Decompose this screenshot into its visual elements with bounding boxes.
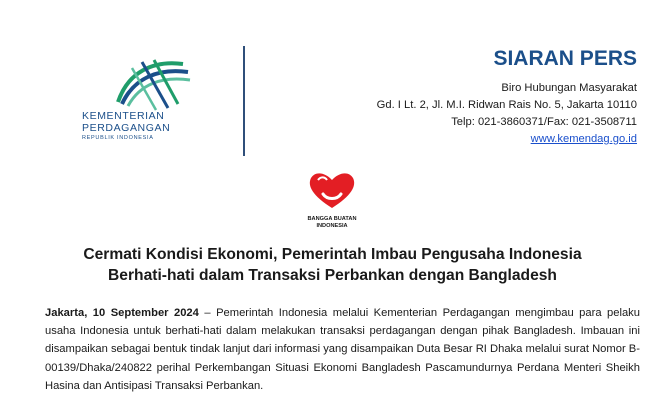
logo-line-2: PERDAGANGAN	[82, 122, 171, 134]
campaign-line-1: BANGGA BUATAN	[307, 216, 357, 222]
headline-line-1: Cermati Kondisi Ekonomi, Pemerintah Imbau Pengusaha Indonesia	[83, 246, 582, 263]
watermark-icon	[580, 352, 650, 382]
dateline: Jakarta, 10 September 2024	[45, 307, 199, 319]
header-divider	[243, 46, 245, 156]
document-type-title: SIARAN PERS	[493, 47, 637, 70]
phone-fax: Telp: 021-3860371/Fax: 021-3508711	[451, 116, 637, 128]
website-link[interactable]: www.kemendag.go.id	[530, 133, 637, 145]
header-info	[257, 46, 637, 148]
body-paragraph	[45, 304, 640, 395]
body-text: – Pemerintah Indonesia melalui Kementerian Perdagangan mengimbau para pelaku usaha Indonesia untuk berhati-hati dalam melakukan transaksi perdagangan dengan pihak Bangladesh. Imbauan ini disampaikan sebagai bentuk tindak lanjut dari informasi yang disampaikan Duta Besar RI Dhaka melalui surat Nomor B-00139/Dhaka/240822 perihal Perkembangan Situasi Ekonomi Bangladesh Pascamundurnya Perdana Menteri Sheikh Hasina dan Antisipasi Transaksi Perbankan.	[45, 307, 640, 392]
heart-logo-icon	[303, 170, 361, 234]
bureau-name: Biro Hubungan Masyarakat	[501, 82, 637, 94]
headline	[40, 244, 625, 286]
address: Gd. I Lt. 2, Jl. M.I. Ridwan Rais No. 5, Jakarta 10110	[376, 99, 637, 111]
logo-line-3: REPUBLIK INDONESIA	[82, 135, 154, 141]
logo-line-1: KEMENTERIAN	[82, 110, 165, 122]
headline-line-2: Berhati-hati dalam Transaksi Perbankan dengan Bangladesh	[108, 267, 557, 284]
logo-text	[82, 110, 212, 142]
campaign-line-2: INDONESIA	[316, 222, 348, 229]
